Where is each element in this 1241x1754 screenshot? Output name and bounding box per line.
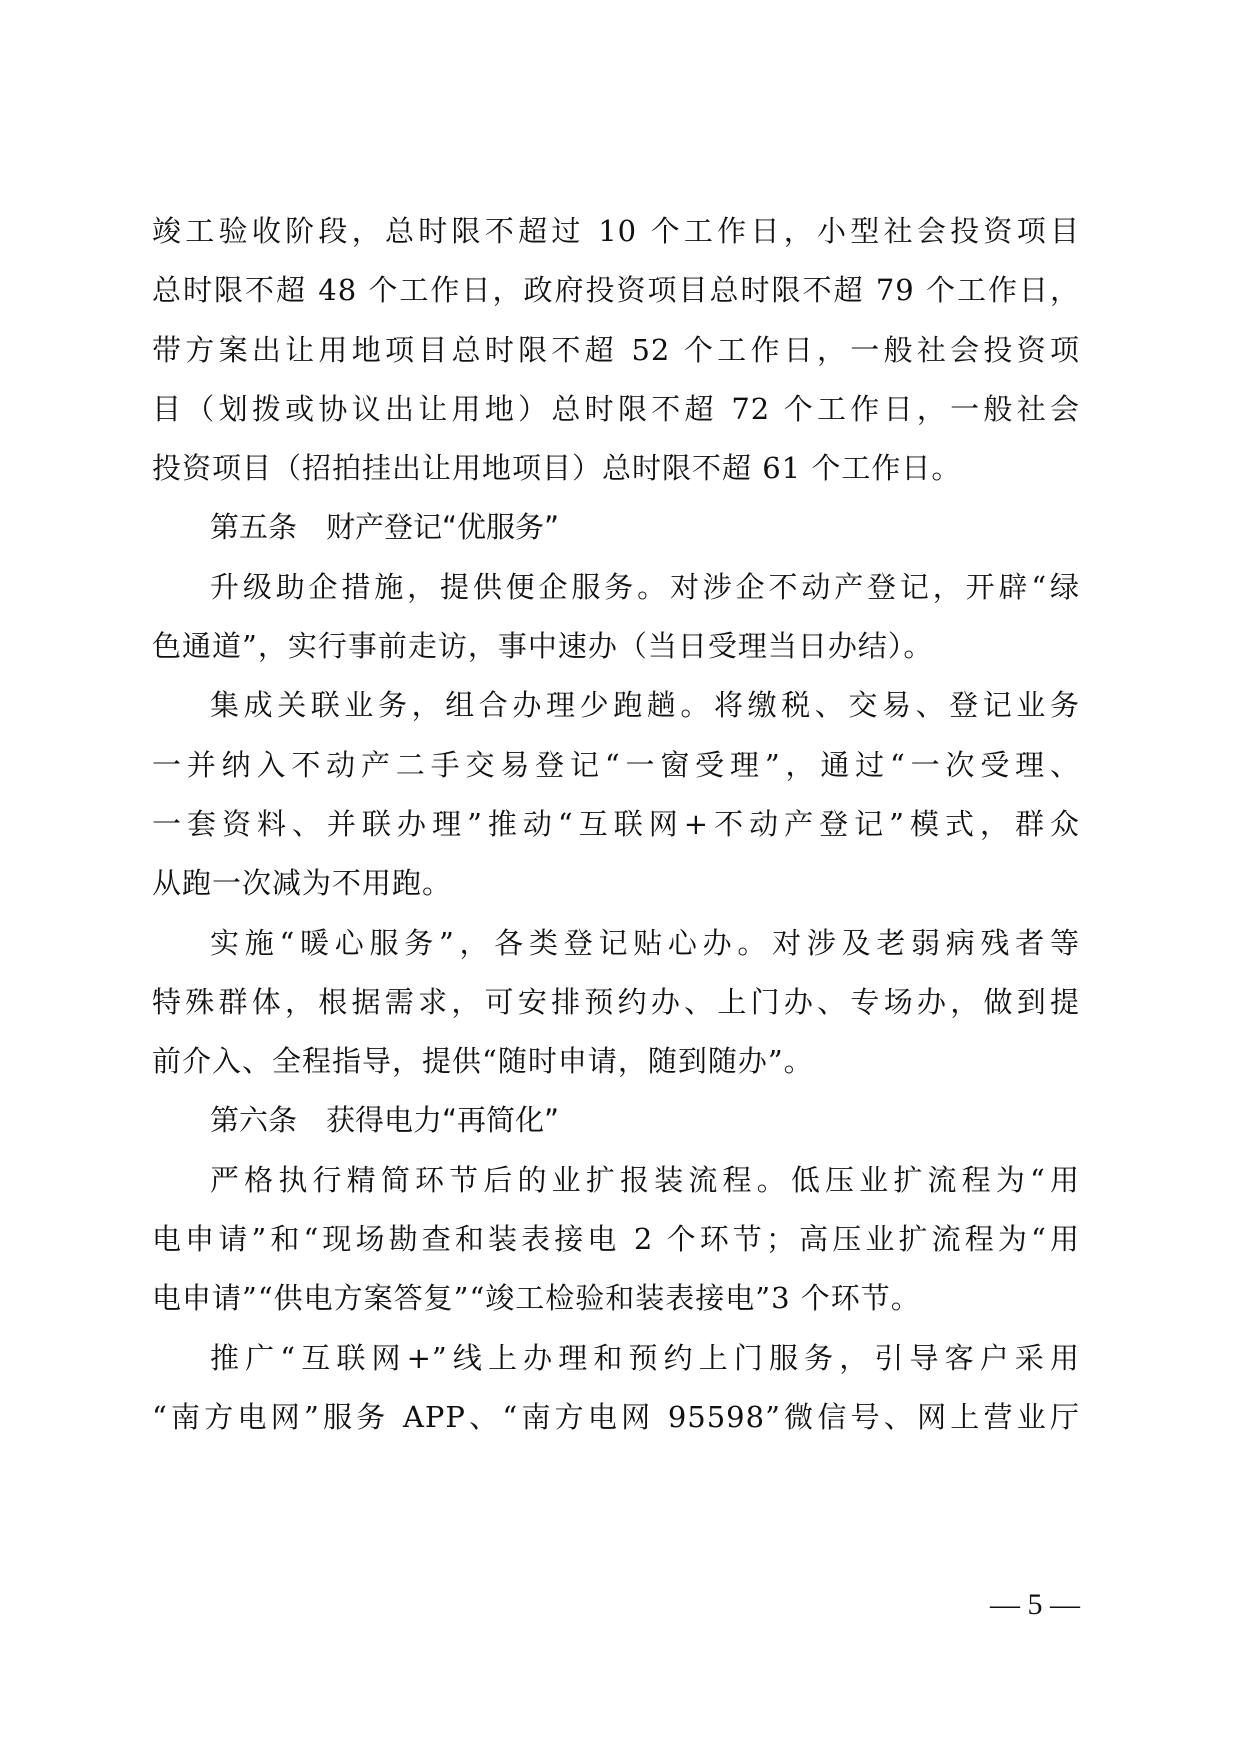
paragraph-line: 竣工验收阶段，总时限不超过 10 个工作日，小型社会投资项目 — [152, 214, 1080, 248]
paragraph-line: 总时限不超 48 个工作日，政府投资项目总时限不超 79 个工作日， — [152, 273, 1080, 308]
page-number: — 5 — — [990, 1588, 1080, 1621]
paragraph-first-line: 集成关联业务，组合办理少跑趟。将缴税、交易、登记业务 — [210, 688, 1080, 723]
paragraph-line: 投资项目（招拍挂出让用地项目）总时限不超 61 个工作日。 — [152, 451, 962, 486]
paragraph-first-line: 升级助企措施，提供便企服务。对涉企不动产登记，开辟“绿 — [210, 569, 1080, 604]
paragraph-line: 色通道”，实行事前走访，事中速办（当日受理当日办结）。 — [152, 629, 934, 664]
paragraph-line: 电申请”和“现场勘查和装表接电 2 个环节；高压业扩流程为“用 — [152, 1222, 1080, 1257]
document-body — [152, 202, 1080, 1447]
paragraph-first-line: 严格执行精简环节后的业扩报装流程。低压业扩流程为“用 — [210, 1162, 1080, 1197]
paragraph-line: 前介入、全程指导，提供“随时申请，随到随办”。 — [152, 1044, 814, 1079]
paragraph-line: 目（划拨或协议出让用地）总时限不超 72 个工作日，一般社会 — [152, 391, 1080, 426]
paragraph-line: 电申请”“供电方案答复”“竣工检验和装表接电”3 个环节。 — [152, 1281, 921, 1316]
paragraph-line: 一套资料、并联办理”推动“互联网+不动产登记”模式，群众 — [152, 806, 1080, 841]
paragraph-line: 带方案出让用地项目总时限不超 52 个工作日，一般社会投资项 — [152, 332, 1080, 367]
paragraph-line: “南方电网”服务 APP、“南方电网 95598”微信号、网上营业厅 — [152, 1399, 1080, 1434]
paragraph-first-line: 推广“互联网+”线上办理和预约上门服务，引导客户采用 — [210, 1340, 1080, 1375]
section-heading-article-6: 第六条 获得电力“再简化” — [210, 1103, 560, 1138]
paragraph-line: 一并纳入不动产二手交易登记“一窗受理”，通过“一次受理、 — [152, 747, 1080, 782]
section-heading-article-5: 第五条 财产登记“优服务” — [210, 510, 560, 545]
paragraph-line: 特殊群体，根据需求，可安排预约办、上门办、专场办，做到提 — [152, 984, 1080, 1019]
paragraph-line: 从跑一次减为不用跑。 — [152, 866, 453, 901]
paragraph-first-line: 实施“暖心服务”，各类登记贴心办。对涉及老弱病残者等 — [210, 925, 1080, 960]
